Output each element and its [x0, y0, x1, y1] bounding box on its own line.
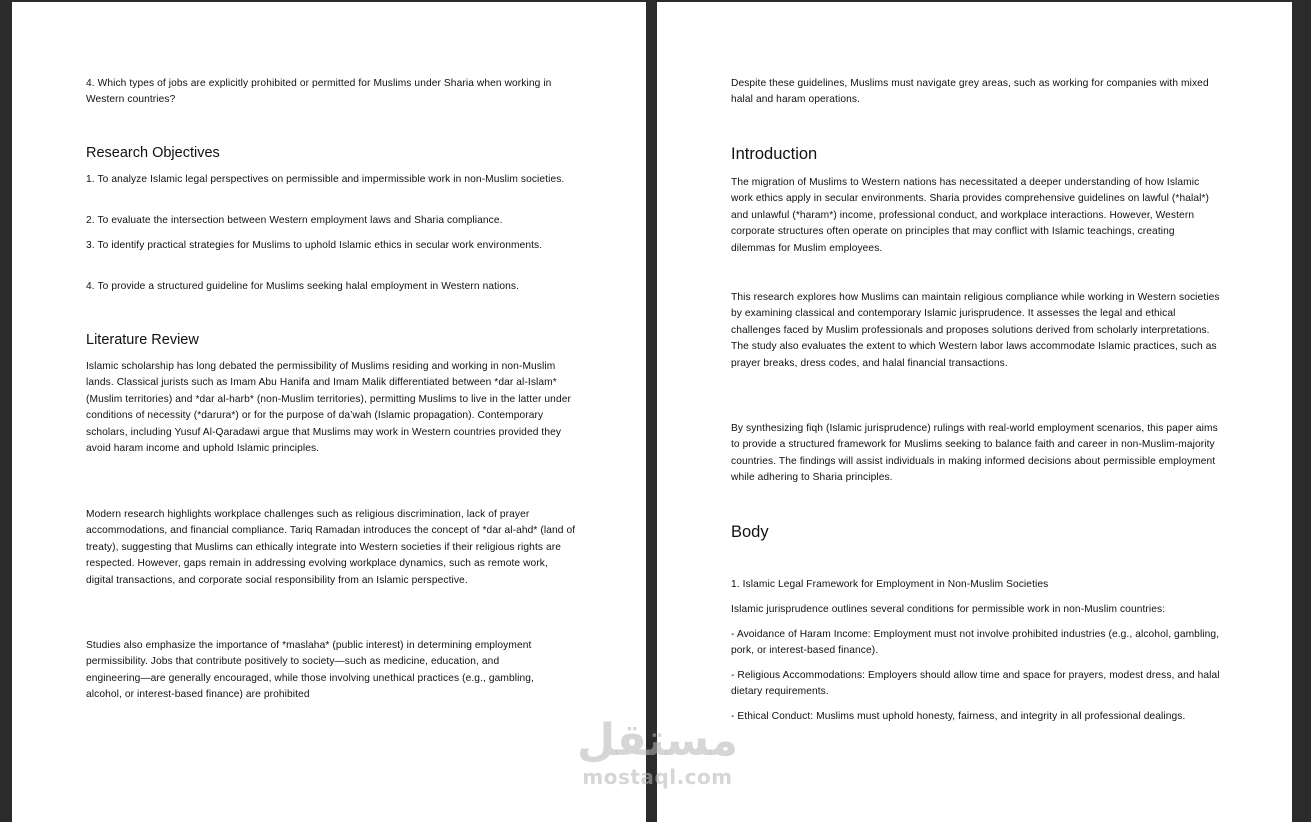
watermark-latin-text: mostaql.com [582, 765, 733, 789]
document-page-left [12, 2, 646, 822]
introduction-paragraph: This research explores how Muslims can maintain religious compliance while working in Western societies by examining classical and contemporary Islamic jurisprudence. It assesses the legal and ethical challenges faced by Muslim professionals and proposes solutions derived from scholarly interpretations. The study also evaluates the extent to which Western labor laws accommodate Islamic practices, such as prayer breaks, dress codes, and halal financial transactions. [731, 292, 1220, 369]
literature-heading: Literature Review [86, 332, 199, 348]
body-heading: Body [731, 523, 769, 541]
objective-item: 4. To provide a structured guideline for Muslims seeking halal employment in Western nations. [86, 281, 520, 292]
objective-item: 3. To identify practical strategies for Muslims to uphold Islamic ethics in secular work environments. [86, 240, 543, 251]
objectives-heading: Research Objectives [86, 145, 220, 161]
body-section-title: 1. Islamic Legal Framework for Employment in Non-Muslim Societies [731, 579, 1049, 590]
body-intro: Islamic jurisprudence outlines several conditions for permissible work in non-Muslim countries: [731, 604, 1166, 615]
body-list-item: - Religious Accommodations: Employers should allow time and space for prayers, modest dress, and halal dietary requirements. [731, 670, 1220, 698]
literature-paragraph: Modern research highlights workplace challenges such as religious discrimination, lack of prayer accommodations, and financial compliance. Tariq Ramadan introduces the concept of *dar al-ahd* (land of treaty), suggesting that Muslims can ethically integrate into Western societies if their religious rights are respected. However, gaps remain in addressing evolving workplace dynamics, such as remote work, digital transactions, and corporate social responsibility from an Islamic perspective. [86, 509, 576, 586]
introduction-heading: Introduction [731, 145, 818, 163]
watermark-arabic-text: مستقل [577, 715, 738, 766]
document-page-right [657, 2, 1292, 822]
body-list-item: - Avoidance of Haram Income: Employment must not involve prohibited industries (e.g., alcohol, gambling, pork, or interest-based finance). [731, 629, 1220, 657]
research-question-4: 4. Which types of jobs are explicitly prohibited or permitted for Muslims under Sharia when working in Western countries? [86, 78, 552, 106]
objective-item: 1. To analyze Islamic legal perspectives on permissible and impermissible work in non-Muslim societies. [86, 174, 565, 185]
literature-paragraph: Studies also emphasize the importance of *maslaha* (public interest) in determining employment permissibility. Jobs that contribute positively to society—such as medicine, education, and engineering—are generally encouraged, while those involving unethical practices (e.g., gambling, alcohol, or interest-based finance) are prohibited [86, 640, 534, 701]
objective-item: 2. To evaluate the intersection between Western employment laws and Sharia compliance. [86, 215, 503, 226]
literature-paragraph: Islamic scholarship has long debated the permissibility of Muslims residing and working in non-Muslim lands. Classical jurists such as Imam Abu Hanifa and Imam Malik differentiated between *dar al-Islam* (Muslim territories) and *dar al-harb* (non-Muslim territories), permitting Muslims to live in the latter under conditions of necessity (*darura*) or for the purpose of da’wah (Islamic propagation). Contemporary scholars, including Yusuf Al-Qaradawi argue that Muslims may work in Western countries provided they avoid haram income and uphold Islamic principles. [86, 361, 571, 455]
grey-areas-paragraph: Despite these guidelines, Muslims must navigate grey areas, such as working for companies with mixed halal and haram operations. [731, 78, 1209, 106]
introduction-paragraph: By synthesizing fiqh (Islamic jurisprudence) rulings with real-world employment scenarios, this paper aims to provide a structured framework for Muslims seeking to balance faith and career in non-Muslim-majority countries. The findings will assist individuals in making informed decisions about permissible employment while adhering to Sharia principles. [731, 423, 1218, 484]
introduction-paragraph: The migration of Muslims to Western nations has necessitated a deeper understanding of how Islamic work ethics apply in secular environments. Sharia provides comprehensive guidelines on lawful (*halal*) and unlawful (*haram*) income, professional conduct, and workplace interactions. However, Western corporate structures often operate on principles that may conflict with Islamic teachings, creating dilemmas for Muslim employees. [731, 177, 1210, 254]
body-list-item: - Ethical Conduct: Muslims must uphold honesty, fairness, and integrity in all professional dealings. [731, 711, 1186, 722]
